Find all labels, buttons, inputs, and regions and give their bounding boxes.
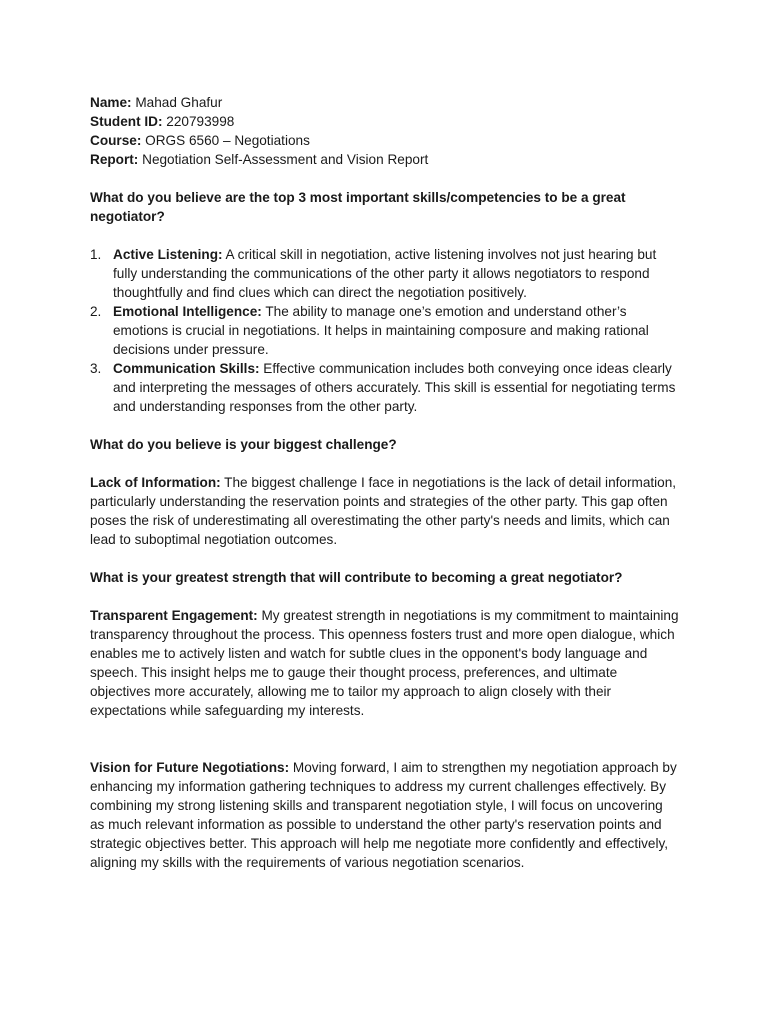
question-strength: What is your greatest strength that will contribute to becoming a great negotiator? — [90, 570, 623, 585]
list-item — [90, 302, 680, 359]
name-value: Mahad Ghafur — [131, 95, 223, 110]
vision-text: Moving forward, I aim to strengthen my negotiation approach by enhancing my information gathering techniques to address my current challenges effectively. By combining my strong listening skills and transparent negotiation style, I will focus on uncovering as much relevant information as possible to understand the other party's reservation points and strategic objectives better. This approach will help me negotiate more confidently and effectively, aligning my skills with the requirements of various negotiation scenarios. — [90, 760, 677, 870]
strength-paragraph — [90, 606, 680, 720]
challenge-title: Lack of Information: — [90, 475, 221, 490]
student-id-line — [90, 112, 680, 131]
course-label: Course: — [90, 133, 142, 148]
report-value: Negotiation Self-Assessment and Vision Report — [138, 152, 429, 167]
list-item-title: Emotional Intelligence: — [113, 304, 262, 319]
list-item-title: Communication Skills: — [113, 361, 260, 376]
list-item-text: A critical skill in negotiation, active listening involves not just hearing but fully understanding the communications of the other party it allows negotiators to respond thoughtfully and find clues which can direct the negotiation positively. — [113, 247, 657, 300]
list-item — [90, 245, 680, 302]
header-block — [90, 93, 680, 169]
document-page — [90, 93, 680, 872]
vision-title: Vision for Future Negotiations: — [90, 760, 290, 775]
list-item-number: 2. — [90, 304, 102, 319]
list-item-text: The ability to manage one’s emotion and understand other’s emotions is crucial in negotiations. It helps in maintaining composure and making rational decisions under pressure. — [113, 304, 649, 357]
course-value: ORGS 6560 – Negotiations — [141, 133, 310, 148]
report-line — [90, 150, 680, 169]
list-item-title: Active Listening: — [113, 247, 223, 262]
question-skills: What do you believe are the top 3 most important skills/competencies to be a great negotiator? — [90, 190, 626, 224]
report-label: Report: — [90, 152, 139, 167]
name-label: Name: — [90, 95, 132, 110]
course-line — [90, 131, 680, 150]
skills-list — [90, 245, 680, 416]
student-id-label: Student ID: — [90, 114, 163, 129]
vision-paragraph — [90, 758, 680, 872]
name-line — [90, 93, 680, 112]
list-item-text: Effective communication includes both conveying once ideas clearly and interpreting the messages of others accurately. This skill is essential for negotiating terms and understanding responses from the other party. — [113, 361, 676, 414]
list-item-number: 3. — [90, 361, 102, 376]
list-item-number: 1. — [90, 247, 102, 262]
strength-title: Transparent Engagement: — [90, 608, 258, 623]
list-item — [90, 359, 680, 416]
challenge-text: The biggest challenge I face in negotiations is the lack of detail information, particularly understanding the reservation points and strategies of the other party. This gap often poses the risk of underestimating all overestimating the other party's needs and limits, which can lead to suboptimal negotiation outcomes. — [90, 475, 677, 547]
student-id-value: 220793998 — [162, 114, 235, 129]
strength-text: My greatest strength in negotiations is my commitment to maintaining transparency throughout the process. This openness fosters trust and more open dialogue, which enables me to actively listen and watch for subtle clues in the opponent's body language and speech. This insight helps me to gauge their thought process, preferences, and ultimate objectives more accurately, allowing me to tailor my approach to align closely with their expectations while safeguarding my interests. — [90, 608, 679, 718]
question-challenge: What do you believe is your biggest challenge? — [90, 437, 397, 452]
challenge-paragraph — [90, 473, 680, 549]
